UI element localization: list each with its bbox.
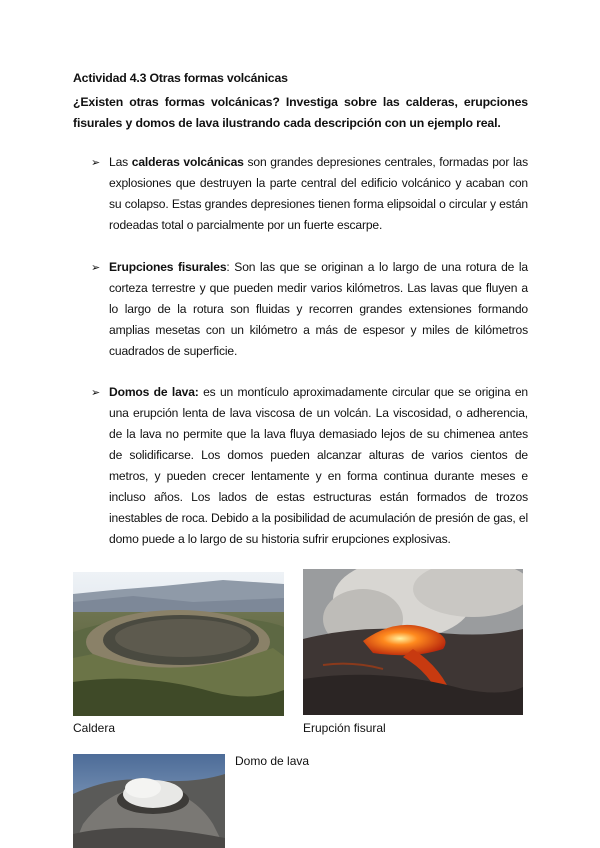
arrow-bullet-icon: ➢ <box>91 261 101 274</box>
caption-dome: Domo de lava <box>235 754 310 768</box>
arrow-bullet-icon: ➢ <box>91 156 101 169</box>
caption-fissure: Erupción fisural <box>303 721 386 735</box>
lava-dome-photo <box>73 754 225 848</box>
arrow-bullet-icon: ➢ <box>91 386 101 399</box>
activity-question: ¿Existen otras formas volcánicas? Investiga sobre las calderas, erupciones fisurales y domos de lava ilustrando cada descripción con un ejemplo real. <box>73 95 528 130</box>
caldera-photo <box>73 572 284 716</box>
bullet-calderas <box>91 152 528 236</box>
bullet-text: Erupciones fisurales: Son las que se originan a lo largo de una rotura de la corteza terrestre y que pueden medir varios kilómetros. Las lavas que fluyen a lo largo de la rotura son fluidas y recorren grandes extensiones formando amplias mesetas con un kilómetro a más de espesor y miles de kilómetros cuadrados de superficie. <box>109 260 529 358</box>
bullet-text: Domos de lava: es un montículo aproximadamente circular que se origina en una erupción lenta de lava viscosa de un volcán. La viscosidad, o adherencia, de la lava no permite que la lava fluya demasiado lejos de su chimenea antes de solidificarse. Los domos pueden alcanzar alturas de varios cientos de metros, y pueden crecer lentamente y en forma continua durante meses e incluso años. Los lados de estas estructuras están formados de trozos inestables de roca. Debido a la posibilidad de acumulación de presión de gas, el domo puede a lo largo de su historia sufrir erupciones explosivas. <box>109 385 528 546</box>
bullet-term: calderas volcánicas <box>131 155 244 169</box>
activity-title: Actividad 4.3 Otras formas volcánicas <box>73 71 288 85</box>
bullet-domos-de-lava <box>91 382 528 550</box>
caption-caldera: Caldera <box>73 721 116 735</box>
bullet-text: Las calderas volcánicas son grandes depresiones centrales, formadas por las explosiones que destruyen la parte central del edificio volcánico y acaban con su colapso. Estas grandes depresiones tienen forma elipsoidal o circular y están rodeadas total o parcialmente por un fuerte escarpe. <box>109 155 528 232</box>
bullet-term: Domos de lava: <box>109 385 199 399</box>
fissure-eruption-photo <box>303 569 523 715</box>
bullet-term: Erupciones fisurales <box>109 260 227 274</box>
bullet-erupciones-fisurales <box>91 257 528 362</box>
